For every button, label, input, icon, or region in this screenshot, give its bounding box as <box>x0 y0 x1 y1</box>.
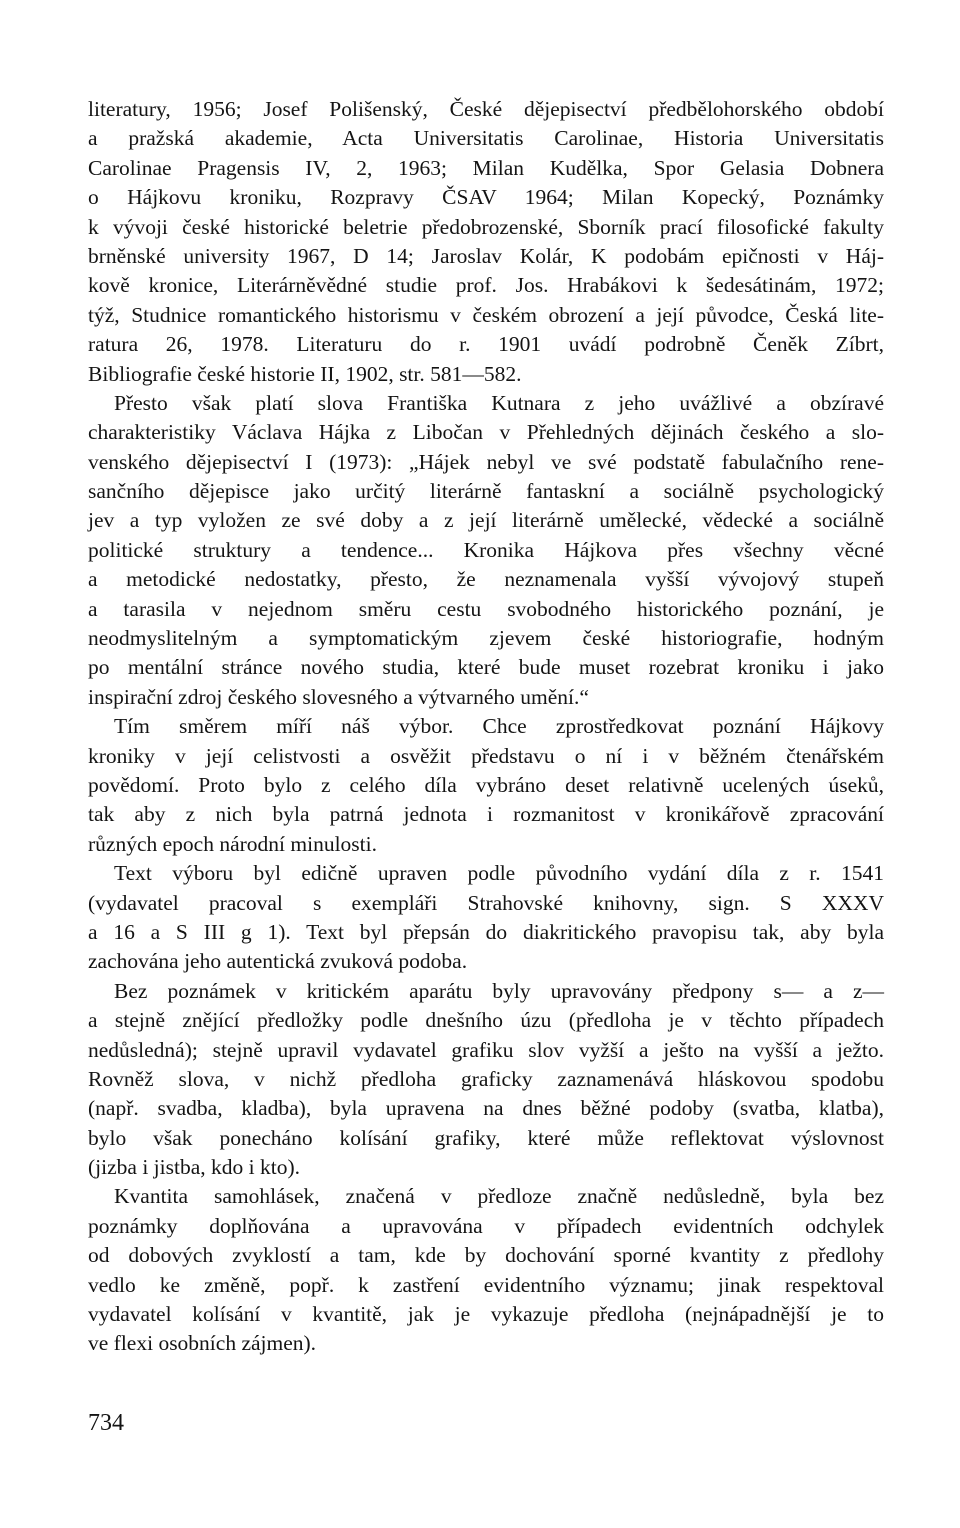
text-line: a stejně znějící předložky podle dnešního úzu (předloha je v těchto případech <box>88 1008 884 1033</box>
text-line: povědomí. Proto bylo z celého díla vybráno deset relativně ucelených úseků, <box>88 772 884 797</box>
text-line: zachována jeho autentická zvuková podoba. <box>88 949 468 974</box>
text-line: k vývoji české historické beletrie předobrozenské, Sborník prací filosofické fakulty <box>88 214 884 239</box>
text-line: (jizba i jistba, kdo i kto). <box>88 1155 300 1180</box>
paragraph-first-line: Přesto však platí slova Františka Kutnara z jeho uvážlivé a obzíravé <box>114 390 884 415</box>
text-line: bylo však ponecháno kolísání grafiky, které může reflektovat výslovnost <box>88 1125 884 1150</box>
text-line: týž, Studnice romantického historismu v českém obrození a její původce, Česká lite- <box>88 302 884 327</box>
text-line: jev a typ vyložen ze své doby a z její literárně umělecké, vědecké a sociálně <box>88 508 884 533</box>
text-line: o Hájkovu kroniku, Rozpravy ČSAV 1964; Milan Kopecký, Poznámky <box>88 185 884 210</box>
text-line: charakteristiky Václava Hájka z Libočan v Přehledných dějinách českého a slo- <box>88 420 884 445</box>
text-line: brněnské university 1967, D 14; Jaroslav Kolár, K podobám epičnosti v Háj- <box>88 243 884 268</box>
text-line: poznámky doplňována a upravována v případech evidentních odchylek <box>88 1213 884 1238</box>
text-line: (např. svadba, kladba), byla upravena na dnes běžné podoby (svatba, klatba), <box>88 1096 884 1121</box>
text-line: Carolinae Pragensis IV, 2, 1963; Milan Kudělka, Spor Gelasia Dobnera <box>88 155 884 180</box>
text-line: vydavatel kolísání v kvantitě, jak je vykazuje předloha (nejnápadnější je to <box>88 1302 884 1327</box>
text-line: od dobových zvyklostí a tam, kde by dochování sporné kvantity z předlohy <box>88 1243 884 1268</box>
text-line: a metodické nedostatky, přesto, že neznamenala vyšší vývojový stupeň <box>88 567 884 592</box>
text-line: vedlo ke změně, popř. k zastření evidentního významu; jinak respektoval <box>88 1272 884 1297</box>
text-line: po mentální stránce nového studia, které bude muset rozebrat kroniku i jako <box>88 655 884 680</box>
text-line: inspirační zdroj českého slovesného a výtvarného umění.“ <box>88 684 589 709</box>
text-line: politické struktury a tendence... Kronika Hájkova přes všechny věcné <box>88 537 884 562</box>
text-line: sančního dějepisce jako určitý literárně fantaskní a sociálně psychologický <box>88 479 884 504</box>
paragraph-first-line: Tím směrem míří náš výbor. Chce zprostředkovat poznání Hájkovy <box>114 714 884 739</box>
text-line: literatury, 1956; Josef Polišenský, České dějepisectví předbělohorského období <box>88 97 884 121</box>
page-number: 734 <box>88 1410 124 1436</box>
text-line: různých epoch národní minulosti. <box>88 831 377 856</box>
text-line: a tarasila v nejednom směru cestu svobodného historického poznání, je <box>88 596 884 621</box>
text-line: ve flexi osobních zájmen). <box>88 1331 317 1356</box>
text-line: a pražská akademie, Acta Universitatis Carolinae, Historia Universitatis <box>88 126 884 151</box>
text-line: kroniky v její celistvosti a osvěžit představu o ní i v běžném čtenářském <box>88 743 884 768</box>
paragraph-first-line: Kvantita samohlásek, značená v předloze značně nedůsledně, byla bez <box>114 1184 884 1209</box>
text-line: (vydavatel pracoval s exempláři Strahovské knihovny, sign. S XXXV <box>88 890 884 915</box>
text-line: tak aby z nich byla patrná jednota i rozmanitost v kronikářově zpracování <box>88 802 884 827</box>
text-line: venského dějepisectví I (1973): „Hájek nebyl ve své podstatě fabulačního rene- <box>88 449 884 474</box>
paragraph-first-line: Bez poznámek v kritickém aparátu byly upravovány předpony s— a z— <box>114 978 884 1003</box>
text-line: kově kronice, Literárněvědné studie prof. Jos. Hrabákovi k šedesátinám, 1972; <box>88 273 884 298</box>
paragraph-first-line: Text výboru byl edičně upraven podle původního vydání díla z r. 1541 <box>114 861 884 886</box>
text-line: neodmyslitelným a symptomatickým zjevem české historiografie, hodným <box>88 626 884 651</box>
page-body <box>88 95 884 1359</box>
text-line: nedůsledná); stejně upravil vydavatel grafiku slov vyžší a ješto na vyšší a ježto. <box>88 1037 884 1062</box>
text-line: Bibliografie české historie II, 1902, str. 581—582. <box>88 361 522 386</box>
text-line: a 16 a S III g 1). Text byl přepsán do diakritického pravopisu tak, aby byla <box>88 919 884 944</box>
text-line: ratura 26, 1978. Literaturu do r. 1901 uvádí podrobně Čeněk Zíbrt, <box>88 332 884 357</box>
text-line: Rovněž slova, v nichž předloha graficky zaznamenává hláskovou spodobu <box>88 1066 884 1091</box>
